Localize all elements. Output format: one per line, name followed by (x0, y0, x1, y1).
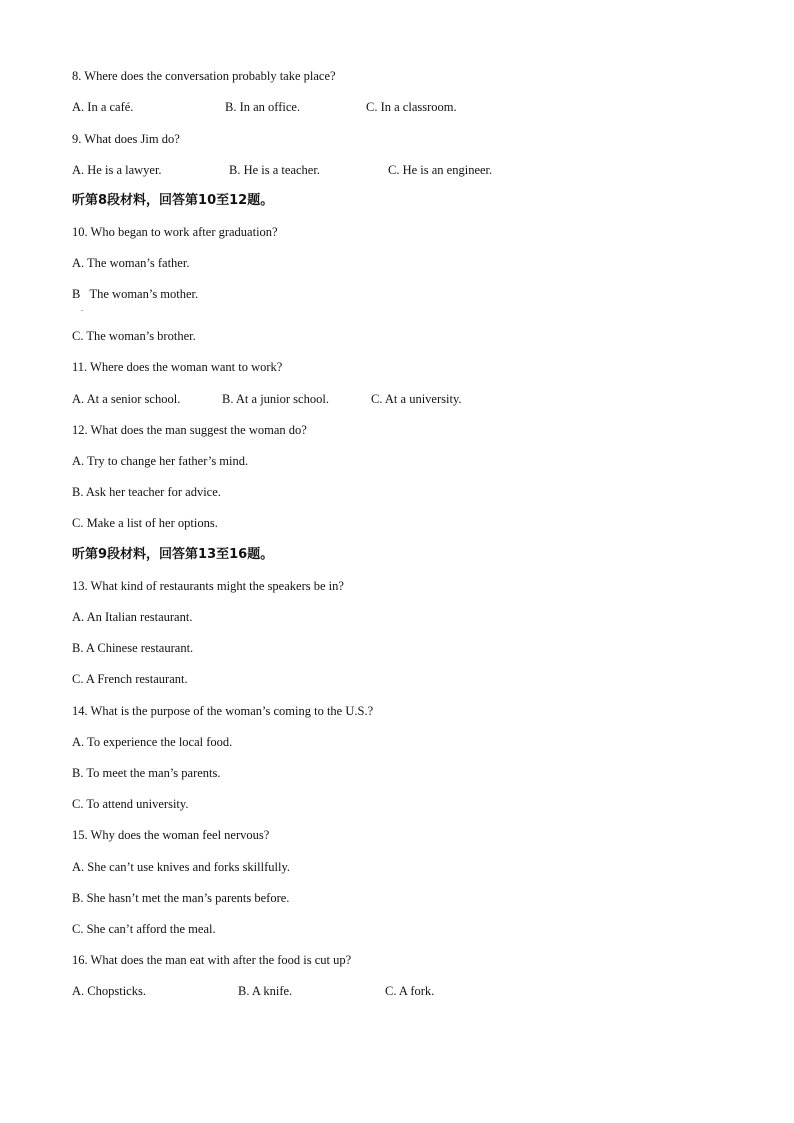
section-heading-8: 听第8段材料，回答第10至12题。 (72, 193, 274, 208)
q15-option-b: B. She hasn’t met the man’s parents before. (72, 891, 290, 905)
q8-option-c: C. In a classroom. (366, 100, 457, 114)
q13-option-b: B. A Chinese restaurant. (72, 641, 194, 655)
q14-option-a: A. To experience the local food. (72, 735, 233, 749)
q15-option-a: A. She can’t use knives and forks skillfully. (72, 860, 291, 874)
q15-option-c: C. She can’t afford the meal. (72, 922, 216, 936)
question-13: 13. What kind of restaurants might the speakers be in? (72, 579, 344, 593)
question-12: 12. What does the man suggest the woman do? (72, 423, 307, 437)
q10-option-a: A. The woman’s father. (72, 256, 190, 270)
q14-option-c: C. To attend university. (72, 797, 189, 811)
question-14: 14. What is the purpose of the woman’s coming to the U.S.? (72, 704, 374, 718)
question-16: 16. What does the man eat with after the food is cut up? (72, 953, 352, 967)
question-8: 8. Where does the conversation probably take place? (72, 69, 336, 83)
q10-option-b: B The woman’s mother. (72, 287, 199, 301)
q14-option-b: B. To meet the man’s parents. (72, 766, 221, 780)
q9-option-a: A. He is a lawyer. (72, 163, 162, 177)
q8-option-b: B. In an office. (225, 100, 301, 114)
q16-option-a: A. Chopsticks. (72, 984, 146, 998)
q12-option-b: B. Ask her teacher for advice. (72, 485, 221, 499)
q16-option-b: B. A knife. (238, 984, 293, 998)
q9-option-c: C. He is an engineer. (388, 163, 493, 177)
q12-option-c: C. Make a list of her options. (72, 516, 218, 530)
stray-dot: . (81, 304, 83, 313)
q8-option-a: A. In a café. (72, 100, 134, 114)
question-11: 11. Where does the woman want to work? (72, 360, 283, 374)
q13-option-c: C. A French restaurant. (72, 672, 188, 686)
q10-option-c: C. The woman’s brother. (72, 329, 196, 343)
q16-option-c: C. A fork. (385, 984, 435, 998)
q13-option-a: A. An Italian restaurant. (72, 610, 193, 624)
section-heading-9: 听第9段材料，回答第13至16题。 (72, 547, 274, 562)
question-10: 10. Who began to work after graduation? (72, 225, 278, 239)
question-9: 9. What does Jim do? (72, 132, 180, 146)
q9-option-b: B. He is a teacher. (229, 163, 320, 177)
q12-option-a: A. Try to change her father’s mind. (72, 454, 249, 468)
q11-option-a: A. At a senior school. (72, 392, 181, 406)
q11-option-b: B. At a junior school. (222, 392, 329, 406)
question-15: 15. Why does the woman feel nervous? (72, 828, 270, 842)
q11-option-c: C. At a university. (371, 392, 462, 406)
